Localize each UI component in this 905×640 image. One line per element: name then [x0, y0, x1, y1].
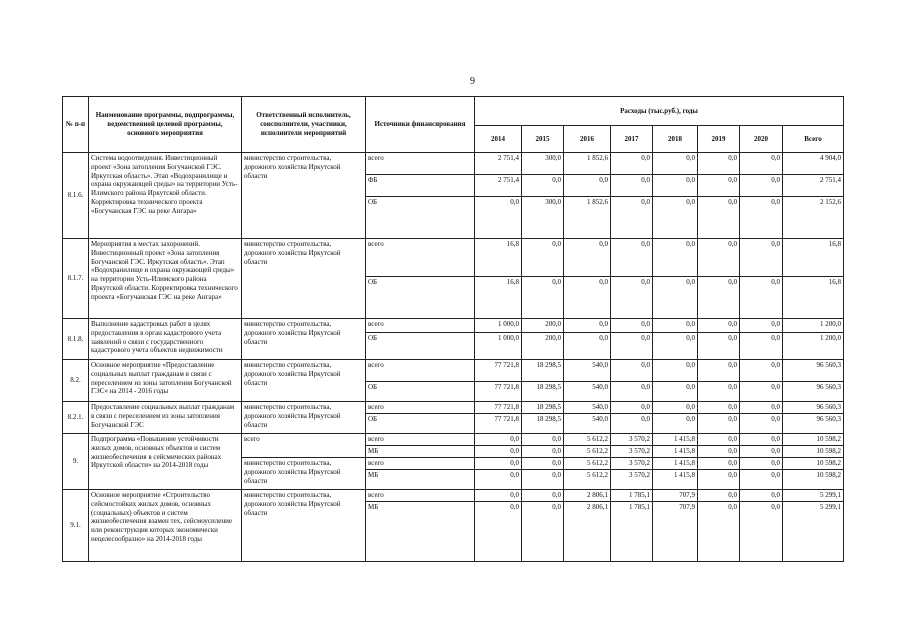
header-year: 2014 [475, 126, 522, 153]
total-value: 96 560,3 [783, 382, 844, 402]
row-responsible: министерство строительства, дорожного хозяйства Иркутской области [242, 319, 366, 360]
year-value: 0,0 [653, 414, 698, 434]
row-code: 8.1.7. [63, 239, 89, 319]
year-value: 1 415,8 [653, 458, 698, 470]
total-value: 16,8 [783, 277, 844, 319]
year-value: 3 570,2 [611, 470, 653, 490]
header-expenses: Расходы (тыс.руб.), годы [475, 97, 844, 126]
year-value: 5 612,2 [564, 458, 611, 470]
year-value: 1 852,6 [564, 153, 611, 175]
year-value: 0,0 [740, 319, 783, 333]
year-value: 0,0 [740, 197, 783, 239]
year-value: 3 570,2 [611, 446, 653, 458]
funding-source: ОБ [366, 414, 475, 434]
year-value: 0,0 [698, 458, 740, 470]
row-responsible: всего [242, 434, 366, 458]
row-code: 8.2. [63, 360, 89, 402]
year-value: 0,0 [611, 382, 653, 402]
funding-source: ОБ [366, 382, 475, 402]
year-value: 200,0 [522, 333, 564, 360]
year-value: 0,0 [611, 333, 653, 360]
year-value: 1 785,1 [611, 490, 653, 502]
budget-table [62, 96, 844, 562]
total-value: 5 299,1 [783, 501, 844, 561]
year-value: 0,0 [740, 333, 783, 360]
header-total: Всего [783, 126, 844, 153]
year-value: 0,0 [522, 239, 564, 277]
funding-source: ФБ [366, 175, 475, 197]
year-value: 0,0 [740, 360, 783, 382]
year-value: 0,0 [611, 402, 653, 414]
table-row [63, 434, 844, 446]
row-name: Мероприятия в местах захоронений. Инвестиционный проект «Зона затопления Богучанской ГЭС. Иркутская область». Этап «Водохранилище и охрана окружающей среды» на территории Усть-Илимского района Иркутской области. Корректировка технического проекта «Богучанская ГЭС на реке Ангара» [89, 239, 242, 319]
year-value: 0,0 [564, 277, 611, 319]
page-number: 9 [470, 76, 475, 87]
funding-source: всего [366, 402, 475, 414]
year-value: 1 852,6 [564, 197, 611, 239]
total-value: 10 598,2 [783, 446, 844, 458]
year-value: 0,0 [698, 153, 740, 175]
row-name: Система водоотведения. Инвестиционный проект «Зона затопления Богучанской ГЭС. Иркутская область». Этап «Водохранилище и охрана окружающей среды» на территории Усть-Илимского района Иркутской области. Корректировка технического проекта «Богучанская ГЭС на реке Ангара» [89, 153, 242, 239]
year-value: 1 415,8 [653, 434, 698, 446]
year-value: 0,0 [653, 197, 698, 239]
year-value: 0,0 [653, 402, 698, 414]
year-value: 18 298,5 [522, 382, 564, 402]
funding-source: ОБ [366, 333, 475, 360]
year-value: 0,0 [522, 277, 564, 319]
year-value: 0,0 [611, 277, 653, 319]
row-responsible: министерство строительства, дорожного хозяйства Иркутской области [242, 239, 366, 319]
year-value: 0,0 [611, 197, 653, 239]
year-value: 0,0 [475, 458, 522, 470]
year-value: 5 612,2 [564, 446, 611, 458]
row-name: Подпрограмма «Повышение устойчивости жилых домов, основных объектов и систем жизнеобеспечения в сейсмических районах Иркутской области» на 2014-2018 годы [89, 434, 242, 490]
year-value: 540,0 [564, 414, 611, 434]
header-name: Наименование программы, подпрограммы, ведомственной целевой программы, основного мероприятия [89, 97, 242, 153]
year-value: 0,0 [475, 434, 522, 446]
year-value: 0,0 [475, 470, 522, 490]
row-code: 8.1.8. [63, 319, 89, 360]
year-value: 0,0 [740, 382, 783, 402]
table-row [63, 402, 844, 414]
year-value: 16,8 [475, 277, 522, 319]
year-value: 200,0 [522, 319, 564, 333]
funding-source: ОБ [366, 197, 475, 239]
year-value: 0,0 [740, 277, 783, 319]
year-value: 0,0 [564, 175, 611, 197]
year-value: 707,9 [653, 490, 698, 502]
total-value: 96 560,3 [783, 360, 844, 382]
total-value: 1 200,0 [783, 333, 844, 360]
year-value: 0,0 [611, 175, 653, 197]
header-year: 2020 [740, 126, 783, 153]
table-row [63, 153, 844, 175]
funding-source: ОБ [366, 277, 475, 319]
year-value: 0,0 [653, 360, 698, 382]
year-value: 0,0 [698, 197, 740, 239]
year-value: 0,0 [475, 446, 522, 458]
year-value: 0,0 [698, 333, 740, 360]
year-value: 1 000,0 [475, 333, 522, 360]
funding-source: всего [366, 490, 475, 502]
table-body [63, 153, 844, 562]
total-value: 10 598,2 [783, 470, 844, 490]
year-value: 2 806,1 [564, 490, 611, 502]
year-value: 0,0 [653, 277, 698, 319]
year-value: 3 570,2 [611, 458, 653, 470]
total-value: 1 200,0 [783, 319, 844, 333]
year-value: 0,0 [522, 458, 564, 470]
row-responsible: министерство строительства, дорожного хозяйства Иркутской области [242, 153, 366, 239]
funding-source: всего [366, 434, 475, 446]
year-value: 300,0 [522, 197, 564, 239]
year-value: 300,0 [522, 153, 564, 175]
header-year: 2018 [653, 126, 698, 153]
year-value: 77 721,8 [475, 414, 522, 434]
year-value: 0,0 [653, 333, 698, 360]
header-year: 2015 [522, 126, 564, 153]
total-value: 2 751,4 [783, 175, 844, 197]
funding-source: всего [366, 319, 475, 333]
year-value: 0,0 [698, 490, 740, 502]
table-row [63, 319, 844, 333]
year-value: 0,0 [698, 470, 740, 490]
table-row [63, 239, 844, 277]
year-value: 0,0 [740, 434, 783, 446]
year-value: 0,0 [740, 490, 783, 502]
row-name: Выполнение кадастровых работ в целях предоставления в орган кадастрового учета заявлений о связи с государственного кадастрового учета объектов недвижимости [89, 319, 242, 360]
year-value: 77 721,8 [475, 360, 522, 382]
year-value: 0,0 [653, 153, 698, 175]
year-value: 0,0 [740, 470, 783, 490]
year-value: 0,0 [564, 239, 611, 277]
year-value: 0,0 [653, 319, 698, 333]
year-value: 0,0 [740, 153, 783, 175]
year-value: 0,0 [740, 175, 783, 197]
row-name: Предоставление социальных выплат гражданам в связи с переселением из зоны затопления Богучанской ГЭС [89, 402, 242, 434]
year-value: 5 612,2 [564, 470, 611, 490]
row-name: Основное мероприятие «Строительство сейсмостойких жилых домов, основных (социальных) объектов и систем жизнеобеспечения взамен тех, сейсмоусиление или реконструкция которых экономически нецелесообразно» на 2014-2018 годы [89, 490, 242, 562]
year-value: 0,0 [698, 402, 740, 414]
year-value: 3 570,2 [611, 434, 653, 446]
row-code: 9.1. [63, 490, 89, 562]
year-value: 0,0 [698, 446, 740, 458]
funding-source: МБ [366, 470, 475, 490]
year-value: 0,0 [564, 333, 611, 360]
year-value: 1 415,8 [653, 470, 698, 490]
header-year: 2017 [611, 126, 653, 153]
header-year: 2019 [698, 126, 740, 153]
row-code: 9. [63, 434, 89, 490]
year-value: 0,0 [522, 470, 564, 490]
row-responsible: министерство строительства, дорожного хозяйства Иркутской области [242, 402, 366, 434]
year-value: 0,0 [522, 446, 564, 458]
header-source: Источники финансирования [366, 97, 475, 153]
year-value: 0,0 [564, 319, 611, 333]
funding-source: всего [366, 153, 475, 175]
year-value: 0,0 [475, 197, 522, 239]
year-value: 0,0 [611, 319, 653, 333]
total-value: 2 152,6 [783, 197, 844, 239]
funding-source: всего [366, 239, 475, 277]
year-value: 0,0 [698, 239, 740, 277]
year-value: 0,0 [740, 446, 783, 458]
table-row [63, 360, 844, 382]
funding-source: МБ [366, 501, 475, 561]
year-value: 0,0 [522, 490, 564, 502]
row-code: 8.1.6. [63, 153, 89, 239]
total-value: 5 299,1 [783, 490, 844, 502]
year-value: 0,0 [740, 239, 783, 277]
year-value: 0,0 [653, 175, 698, 197]
row-code: 8.2.1. [63, 402, 89, 434]
year-value: 18 298,5 [522, 402, 564, 414]
total-value: 10 598,2 [783, 458, 844, 470]
total-value: 16,8 [783, 239, 844, 277]
year-value: 540,0 [564, 402, 611, 414]
year-value: 1 785,1 [611, 501, 653, 561]
year-value: 2 806,1 [564, 501, 611, 561]
funding-source: МБ [366, 446, 475, 458]
year-value: 1 000,0 [475, 319, 522, 333]
row-responsible: министерство строительства, дорожного хозяйства Иркутской области [242, 360, 366, 402]
total-value: 4 904,0 [783, 153, 844, 175]
year-value: 0,0 [698, 434, 740, 446]
year-value: 0,0 [698, 175, 740, 197]
table-row [63, 490, 844, 502]
year-value: 18 298,5 [522, 414, 564, 434]
total-value: 96 560,3 [783, 414, 844, 434]
total-value: 96 560,3 [783, 402, 844, 414]
year-value: 77 721,8 [475, 402, 522, 414]
year-value: 0,0 [522, 175, 564, 197]
year-value: 0,0 [740, 458, 783, 470]
year-value: 0,0 [611, 153, 653, 175]
year-value: 707,9 [653, 501, 698, 561]
row-name: Основное мероприятие «Предоставление социальных выплат гражданам в связи с переселением из зоны затопления Богучанской ГЭС» на 2014 - 2016 годы [89, 360, 242, 402]
year-value: 0,0 [698, 501, 740, 561]
year-value: 0,0 [740, 402, 783, 414]
year-value: 0,0 [653, 382, 698, 402]
year-value: 540,0 [564, 382, 611, 402]
year-value: 0,0 [698, 319, 740, 333]
year-value: 77 721,8 [475, 382, 522, 402]
year-value: 0,0 [611, 414, 653, 434]
year-value: 0,0 [740, 501, 783, 561]
year-value: 16,8 [475, 239, 522, 277]
year-value: 1 415,8 [653, 446, 698, 458]
year-value: 5 612,2 [564, 434, 611, 446]
total-value: 10 598,2 [783, 434, 844, 446]
year-value: 0,0 [475, 490, 522, 502]
year-value: 0,0 [522, 434, 564, 446]
year-value: 18 298,5 [522, 360, 564, 382]
year-value: 0,0 [611, 239, 653, 277]
header-year: 2016 [564, 126, 611, 153]
row-responsible: министерство строительства, дорожного хозяйства Иркутской области [242, 490, 366, 562]
year-value: 0,0 [475, 501, 522, 561]
year-value: 0,0 [698, 382, 740, 402]
year-value: 0,0 [740, 414, 783, 434]
year-value: 0,0 [698, 360, 740, 382]
year-value: 0,0 [698, 277, 740, 319]
funding-source: всего [366, 458, 475, 470]
year-value: 2 751,4 [475, 175, 522, 197]
header-responsible: Ответственный исполнитель, соисполнители, участники, исполнители мероприятий [242, 97, 366, 153]
year-value: 540,0 [564, 360, 611, 382]
year-value: 0,0 [522, 501, 564, 561]
year-value: 2 751,4 [475, 153, 522, 175]
header-num: № п-п [63, 97, 89, 153]
row-responsible: министерство строительства, дорожного хозяйства Иркутской области [242, 458, 366, 490]
funding-source: всего [366, 360, 475, 382]
year-value: 0,0 [653, 239, 698, 277]
year-value: 0,0 [611, 360, 653, 382]
year-value: 0,0 [698, 414, 740, 434]
